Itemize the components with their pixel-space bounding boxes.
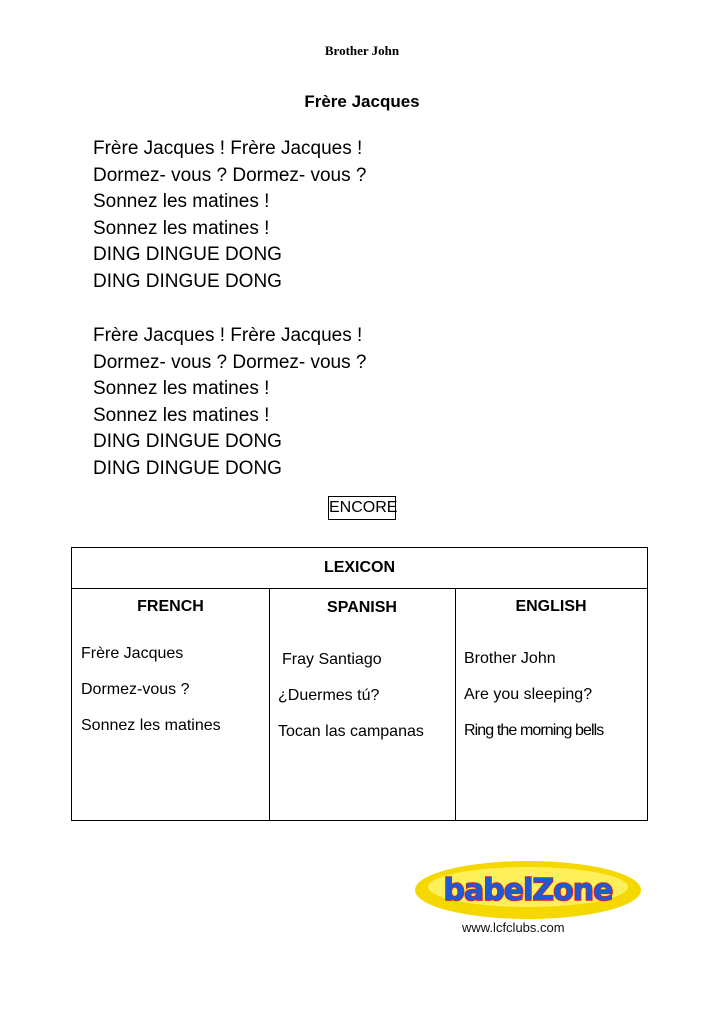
- column-header: SPANISH: [327, 599, 397, 616]
- lexicon-column-spanish: [269, 588, 456, 820]
- website-url[interactable]: www.lcfclubs.com: [462, 920, 565, 935]
- lexicon-entry: Are you sleeping?: [464, 686, 593, 703]
- column-items: [81, 636, 221, 744]
- verse-line: Frère Jacques ! Frère Jacques !: [93, 138, 363, 159]
- verse-line: Sonnez les matines !: [93, 217, 270, 239]
- lexicon-entry: Sonnez les matines: [81, 717, 221, 734]
- column-header: FRENCH: [137, 598, 204, 615]
- verse-1: [93, 136, 366, 296]
- lexicon-entry: Dormez-vous ?: [81, 681, 190, 698]
- lexicon-title: LEXICON: [72, 548, 647, 589]
- verse-2: [93, 323, 366, 483]
- column-items: [464, 641, 603, 749]
- lexicon-entry: Fray Santiago: [282, 651, 382, 668]
- lexicon-entry: Tocan las campanas: [278, 723, 424, 740]
- lexicon-column-english: [455, 588, 647, 820]
- babelzone-logo: [414, 860, 642, 920]
- verse-line: Sonnez les matines !: [93, 378, 270, 400]
- page-header: Brother John: [324, 43, 400, 58]
- svg-text:babelZone: babelZone: [443, 873, 613, 908]
- lexicon-entry: Ring the morning bells: [464, 722, 604, 739]
- column-items: [278, 642, 424, 750]
- lexicon-entry: Brother John: [464, 650, 556, 667]
- lexicon-column-french: [72, 588, 270, 820]
- song-title: Frère Jacques: [304, 92, 420, 111]
- verse-line: Sonnez les matines !: [93, 404, 270, 426]
- verse-line: Sonnez les matines !: [93, 191, 270, 213]
- column-header: ENGLISH: [515, 598, 587, 615]
- lexicon-entry: ¿Duermes tú?: [278, 687, 380, 704]
- verse-line: Frère Jacques ! Frère Jacques !: [93, 325, 363, 346]
- lexicon-table: [71, 547, 648, 821]
- verse-line: DING DINGUE DONG: [93, 457, 282, 479]
- verse-line: DING DINGUE DONG: [93, 244, 282, 266]
- verse-line: DING DINGUE DONG: [93, 431, 282, 453]
- lexicon-entry: Frère Jacques: [81, 645, 184, 662]
- verse-line: Dormez- vous ? Dormez- vous ?: [93, 164, 367, 186]
- babelzone-logo-graphic: [414, 860, 642, 920]
- encore-box: ENCORE: [328, 496, 396, 520]
- verse-line: Dormez- vous ? Dormez- vous ?: [93, 351, 367, 373]
- verse-line: DING DINGUE DONG: [93, 270, 282, 292]
